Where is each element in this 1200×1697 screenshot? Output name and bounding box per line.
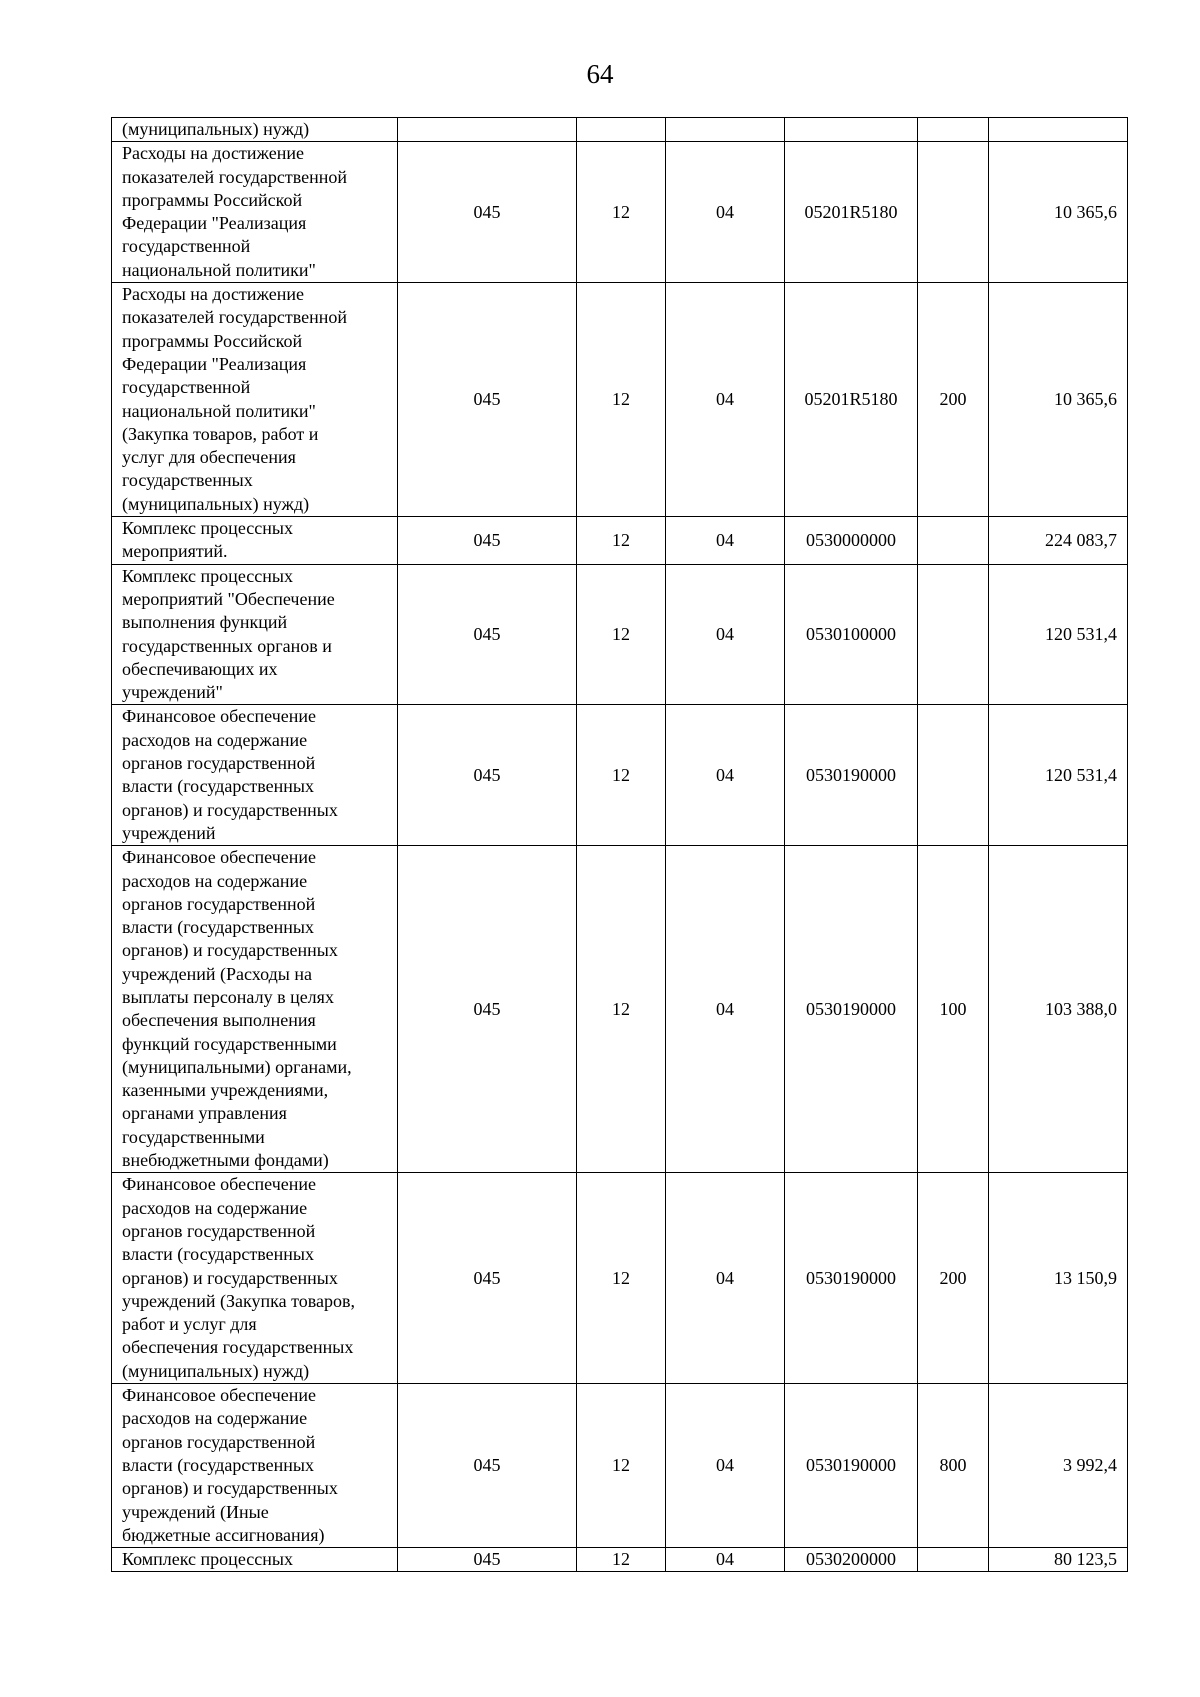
page-number: 64: [586, 59, 614, 89]
expense-type-cell: [918, 517, 989, 565]
amount-cell: 13 150,9: [989, 1173, 1128, 1384]
section-cell: 12: [577, 1548, 666, 1572]
amount-cell: 103 388,0: [989, 846, 1128, 1173]
section-cell: 12: [577, 1384, 666, 1548]
expense-type-cell: [918, 1548, 989, 1572]
subsection-cell: 04: [666, 142, 785, 283]
table-row: [112, 564, 1128, 705]
amount-cell: [989, 118, 1128, 142]
amount-cell: 3 992,4: [989, 1384, 1128, 1548]
target-article-cell: 0530000000: [785, 517, 918, 565]
subsection-cell: 04: [666, 283, 785, 517]
subsection-cell: [666, 118, 785, 142]
section-cell: 12: [577, 846, 666, 1173]
expense-name-cell: Финансовое обеспечение расходов на содержание органов государственной власти (государственных органов) и государственных учреждений (Расходы на выплаты персоналу в целях обеспечения выполнения функций государственными (муниципальными) органами, казенными учреждениями, органами управления государственными внебюджетными фондами): [112, 846, 398, 1173]
section-cell: 12: [577, 517, 666, 565]
table-row: [112, 705, 1128, 846]
amount-cell: 10 365,6: [989, 283, 1128, 517]
table-row: [112, 142, 1128, 283]
expense-type-cell: [918, 142, 989, 283]
amount-cell: 80 123,5: [989, 1548, 1128, 1572]
expense-type-cell: 200: [918, 1173, 989, 1384]
subsection-cell: 04: [666, 517, 785, 565]
table-row: [112, 118, 1128, 142]
section-cell: 12: [577, 705, 666, 846]
admin-code-cell: 045: [398, 142, 577, 283]
admin-code-cell: 045: [398, 1173, 577, 1384]
amount-cell: 224 083,7: [989, 517, 1128, 565]
amount-cell: 120 531,4: [989, 564, 1128, 705]
target-article-cell: 05201R5180: [785, 142, 918, 283]
expense-type-cell: [918, 564, 989, 705]
expense-name-cell: Расходы на достижение показателей государственной программы Российской Федерации "Реализация государственной национальной политики": [112, 142, 398, 283]
expense-type-cell: 100: [918, 846, 989, 1173]
table-row: [112, 1384, 1128, 1548]
section-cell: 12: [577, 1173, 666, 1384]
subsection-cell: 04: [666, 705, 785, 846]
expense-name-cell: Финансовое обеспечение расходов на содержание органов государственной власти (государственных органов) и государственных учреждений (Закупка товаров, работ и услуг для обеспечения государственных (муниципальных) нужд): [112, 1173, 398, 1384]
subsection-cell: 04: [666, 846, 785, 1173]
expense-name-cell: Комплекс процессных: [112, 1548, 398, 1572]
table-row: [112, 846, 1128, 1173]
section-cell: 12: [577, 283, 666, 517]
expense-name-cell: Финансовое обеспечение расходов на содержание органов государственной власти (государственных органов) и государственных учреждений (Иные бюджетные ассигнования): [112, 1384, 398, 1548]
expense-type-cell: 800: [918, 1384, 989, 1548]
target-article-cell: 0530190000: [785, 1173, 918, 1384]
target-article-cell: 0530200000: [785, 1548, 918, 1572]
subsection-cell: 04: [666, 1548, 785, 1572]
admin-code-cell: [398, 118, 577, 142]
target-article-cell: 0530190000: [785, 1384, 918, 1548]
target-article-cell: 05201R5180: [785, 283, 918, 517]
target-article-cell: [785, 118, 918, 142]
admin-code-cell: 045: [398, 846, 577, 1173]
admin-code-cell: 045: [398, 517, 577, 565]
section-cell: 12: [577, 564, 666, 705]
expense-name-cell: Комплекс процессных мероприятий.: [112, 517, 398, 565]
subsection-cell: 04: [666, 1173, 785, 1384]
target-article-cell: 0530100000: [785, 564, 918, 705]
subsection-cell: 04: [666, 564, 785, 705]
admin-code-cell: 045: [398, 705, 577, 846]
table-row: [112, 1173, 1128, 1384]
amount-cell: 10 365,6: [989, 142, 1128, 283]
section-cell: [577, 118, 666, 142]
table-row: [112, 283, 1128, 517]
table-row: [112, 1548, 1128, 1572]
expense-name-cell: (муниципальных) нужд): [112, 118, 398, 142]
target-article-cell: 0530190000: [785, 705, 918, 846]
admin-code-cell: 045: [398, 1548, 577, 1572]
amount-cell: 120 531,4: [989, 705, 1128, 846]
expense-type-cell: [918, 705, 989, 846]
table-row: [112, 517, 1128, 565]
subsection-cell: 04: [666, 1384, 785, 1548]
admin-code-cell: 045: [398, 1384, 577, 1548]
budget-table: [111, 117, 1128, 1572]
expense-type-cell: [918, 118, 989, 142]
target-article-cell: 0530190000: [785, 846, 918, 1173]
expense-name-cell: Комплекс процессных мероприятий "Обеспечение выполнения функций государственных органов и обеспечивающих их учреждений": [112, 564, 398, 705]
section-cell: 12: [577, 142, 666, 283]
expense-name-cell: Финансовое обеспечение расходов на содержание органов государственной власти (государственных органов) и государственных учреждений: [112, 705, 398, 846]
expense-name-cell: Расходы на достижение показателей государственной программы Российской Федерации "Реализация государственной национальной политики" (Закупка товаров, работ и услуг для обеспечения государственных (муниципальных) нужд): [112, 283, 398, 517]
admin-code-cell: 045: [398, 283, 577, 517]
admin-code-cell: 045: [398, 564, 577, 705]
expense-type-cell: 200: [918, 283, 989, 517]
